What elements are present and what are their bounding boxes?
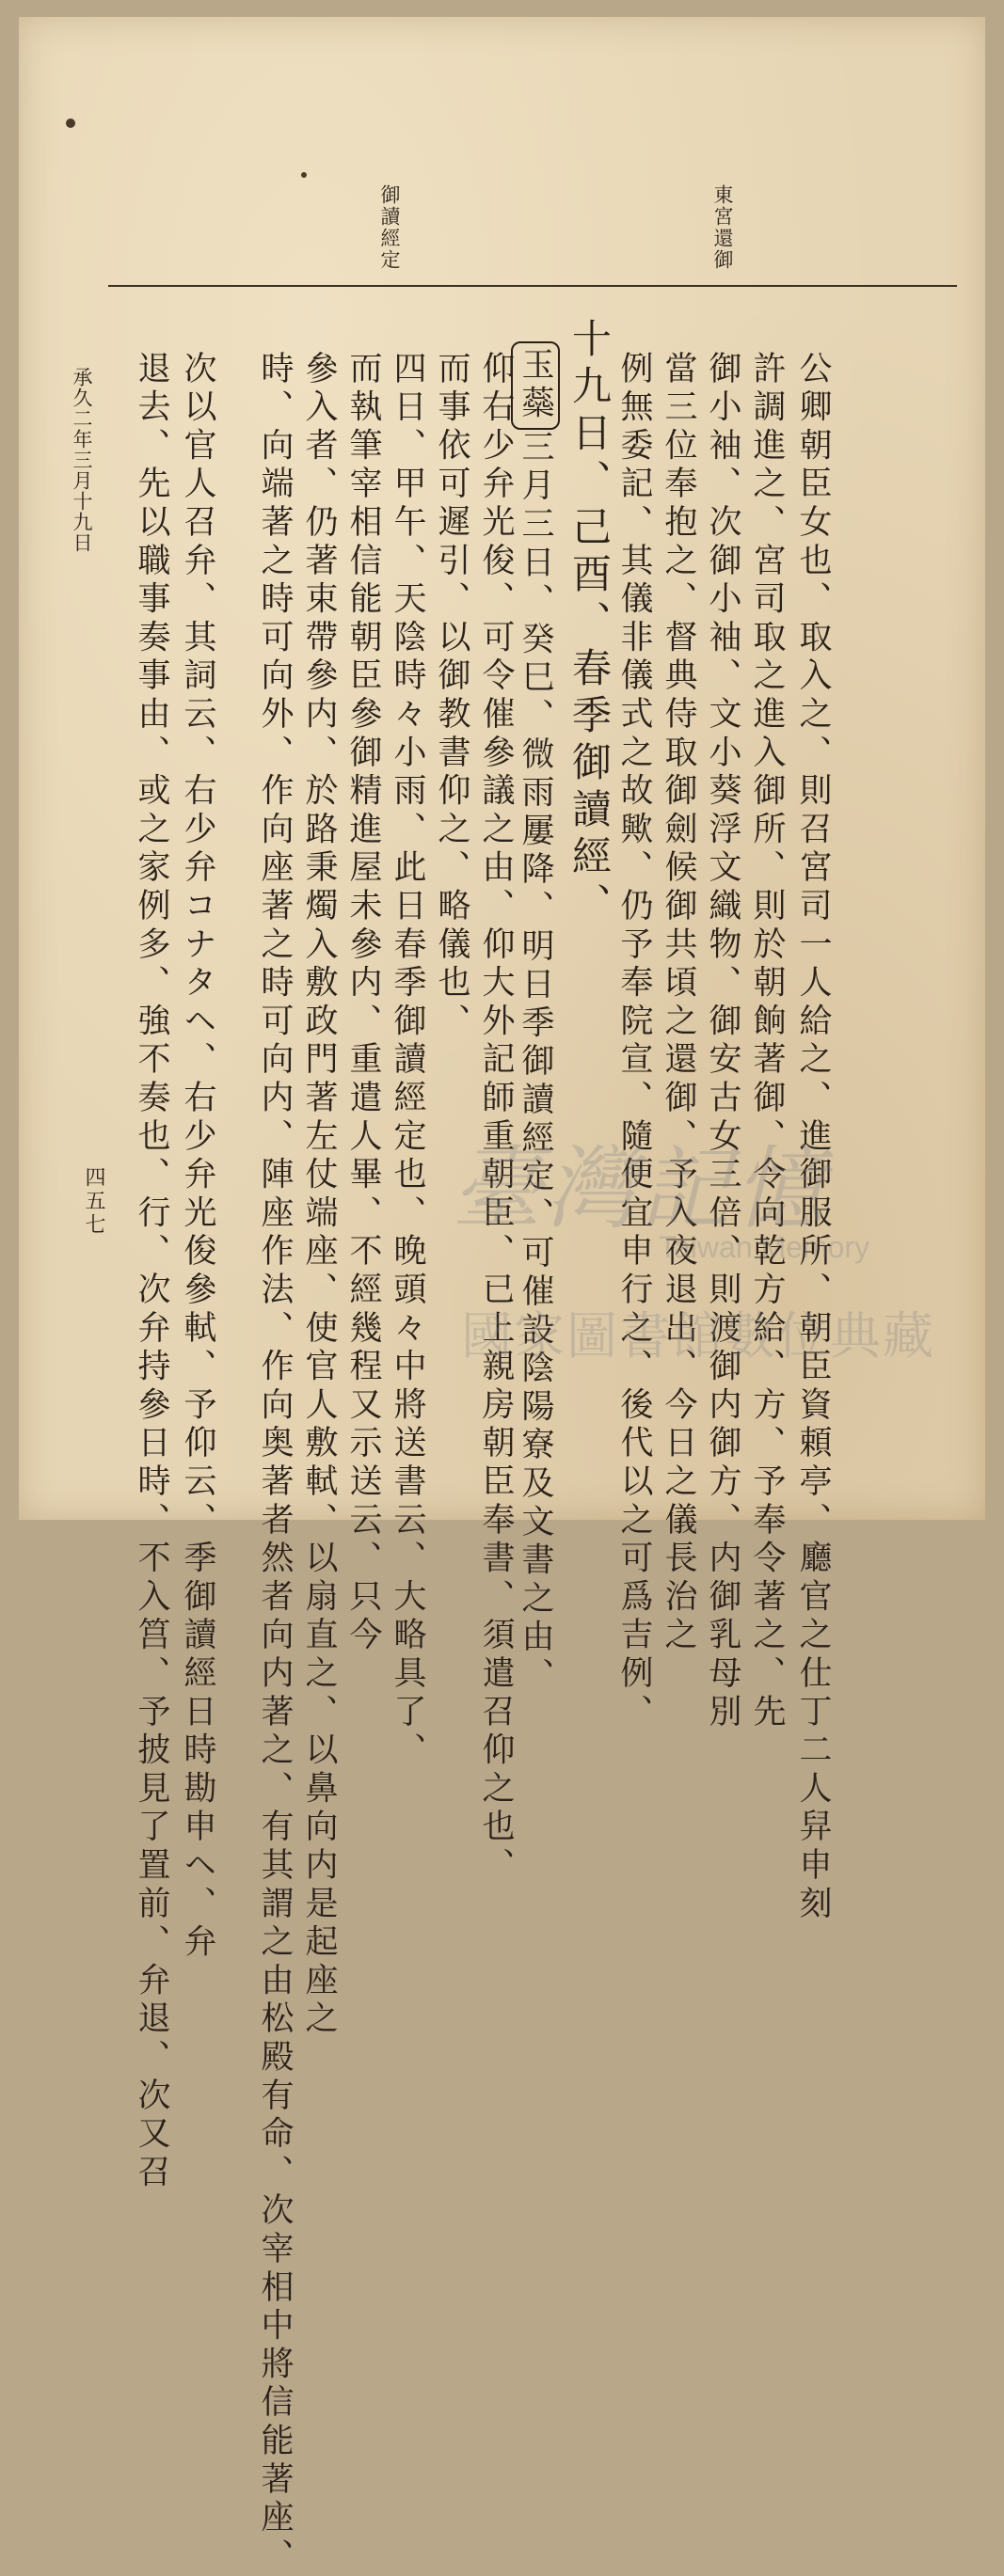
text-column-8: 四日、甲午、天陰時々小雨、此日春季御讀經定也、晚頭々中將送書云、大略具了、 bbox=[389, 351, 426, 1771]
header-rule bbox=[108, 285, 957, 287]
text-column-3: 御小袖、次御小袖、文小葵浮文織物、御安古女三倍、則渡御内御方、内御乳母別 bbox=[704, 351, 741, 1732]
text-column-1: 公卿朝臣女也、取入之、則召宮司一人給之、進御服所、朝臣資頼亭、廳官之仕丁二人舁申刻 bbox=[794, 351, 832, 1924]
text-column-2: 許調進之、宮司取之進入御所、則於朝餉著御、令向乾方給、方、予奉令著之、先 bbox=[748, 351, 786, 1732]
running-header-left: 御讀經定 bbox=[378, 184, 401, 271]
text-column-12: 次以官人召弁、其詞云、右少弁コナタヘ、右少弁光俊參軾、予仰云、季御讀經日時勘申ヘ、弁 bbox=[179, 351, 216, 1963]
paper-speck bbox=[301, 172, 307, 178]
watermark-chinese: 國家圖書館數位典藏 bbox=[461, 1306, 935, 1366]
text-column-5: 例無委記、其儀非儀式之故歟、仍予奉院宣、隨便宜申行之、後代以之可爲吉例、 bbox=[615, 351, 653, 1732]
entry-heading: 十九日、己酉、春季御讀經、 bbox=[566, 318, 613, 929]
paper-speck bbox=[66, 119, 75, 128]
running-header-right: 東宮還御 bbox=[711, 184, 734, 271]
text-column-4: 當三位奉抱之、督典侍取御劍候御共頃之還御、予入夜退出、今日之儀長治之 bbox=[660, 351, 697, 1656]
source-text: 三月三日、癸巳、微雨屢降、明日季御讀經定、可催設陰陽寮及文書之由、 bbox=[517, 429, 554, 1697]
source-column bbox=[515, 341, 560, 1697]
page-number: 四五七 bbox=[82, 1166, 105, 1237]
text-column-7: 而事依可遲引、以御教書仰之、略儀也、 bbox=[433, 351, 470, 1042]
book-page bbox=[19, 17, 985, 2576]
text-column-10: 參入者、仍著束帶參内、於路秉燭入敷政門著左仗端座、使官人敷軾、以扇直之、以鼻向内是起座之 bbox=[300, 351, 338, 2040]
watermark-english: Taiwan Memory bbox=[659, 1230, 870, 1264]
text-column-13: 退去、先以職事奏事由、或之家例多、強不奏也、行、次弁持參日時、不入筥、予披見了置前、弁退、次又召 bbox=[133, 351, 170, 2193]
text-column-6: 仰右少弁光俊、可令催參議之由、仰大外記師重朝臣、已上親房朝臣奉書、須遣召仰之也、 bbox=[477, 351, 515, 1886]
source-tag: 玉蘂 bbox=[511, 341, 560, 430]
text-column-11: 時、向端著之時可向外、作向座著之時可向内、陣座作法、作向奥著者然者向内著之、有其謂之由松殿有命、次宰相中將信能著座、 bbox=[256, 351, 294, 2576]
text-column-9: 而執筆宰相信能朝臣參御精進屋未參内、重遣人畢、不經幾程又示送云、只今 bbox=[344, 351, 382, 1656]
watermark-script: 臺灣記憶 bbox=[452, 1136, 828, 1241]
footer-date: 承久二年三月十九日 bbox=[71, 367, 93, 553]
